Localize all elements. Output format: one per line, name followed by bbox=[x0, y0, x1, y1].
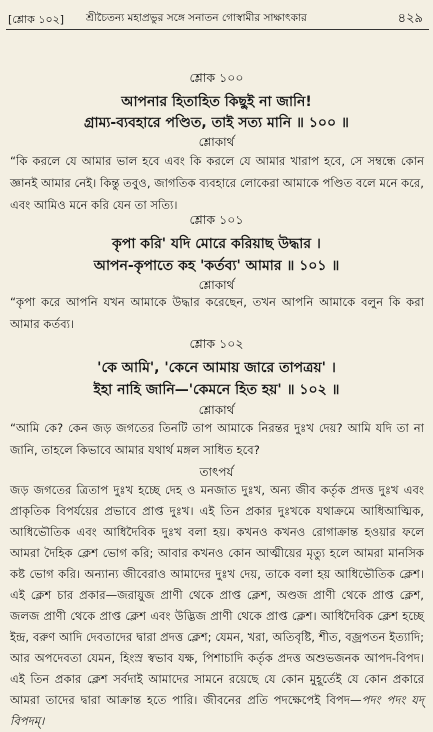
verse-101-translation-label: শ্লোকার্থ bbox=[198, 278, 235, 292]
verse-100-translation-label: শ্লোকার্থ bbox=[198, 135, 235, 149]
verse-100-translation: “কি করলে যে আমার ভাল হবে এবং কি করলে যে আমার খারাপ হবে, সে সম্বন্ধে কোন জ্ঞানই আমার নেই। কিন্তু তবুও, জাগতিক ব্যবহারে লোকেরা আমাকে পণ্ডিত বলে মনে করে, এবং আমিও মনে করি যেন তা সত্যি। bbox=[10, 154, 424, 212]
verse-reference: [শ্লোক ১০২] bbox=[8, 13, 65, 26]
purport-heading: তাৎপর্য bbox=[199, 465, 234, 479]
verse-100-line-1: আপনার হিতাহিত কিছুই না জানি! bbox=[121, 94, 312, 110]
purport-quote: পদং পদং যদ্ বিপদম্। bbox=[10, 693, 424, 728]
verse-100-line-2: গ্রাম্য-ব্যবহারে পণ্ডিত, তাই সত্য মানি ॥ ১০০ ॥ bbox=[84, 115, 349, 131]
purport-text bbox=[10, 480, 424, 732]
page-number: ৪২৯ bbox=[397, 11, 423, 26]
verse-102-line-1: 'কে আমি', 'কেনে আমায় জারে তাপত্রয়' । bbox=[97, 360, 336, 376]
verse-102-heading: শ্লোক ১০২ bbox=[189, 336, 244, 351]
verse-102-line-2: ইহা নাহি জানি—'কেমনে হিত হয়' ॥ ১০২ ॥ bbox=[93, 382, 340, 398]
verse-100-heading: শ্লোক ১০০ bbox=[189, 70, 244, 85]
verse-101-line-1: কৃপা করি' যদি মোরে করিয়াছ উদ্ধার । bbox=[112, 236, 321, 252]
page-header bbox=[0, 6, 433, 28]
header-divider bbox=[6, 29, 429, 30]
verse-102-translation-label: শ্লোকার্থ bbox=[198, 403, 235, 417]
purport-body: জড় জগতের ত্রিতাপ দুঃখ হচ্ছে দেহ ও মনজাত দুঃখ, অন্য জীব কর্তৃক প্রদত্ত দুঃখ এবং প্রাকৃতিক বিপর্যয়ের প্রভাবে প্রাপ্ত দুঃখ। এই তিন প্রকার দুঃখকে যথাক্রমে আধিআত্মিক, আধিভৌতিক এবং আধিদৈবিক দুঃখ বলা হয়। কখনও কখনও রোগাক্রান্ত হওয়ার ফলে আমরা দৈহিক ক্লেশ ভোগ করি; আবার কখনও কোন আত্মীয়ের মৃত্যু হলে আমরা মানসিক কষ্ট ভোগ করি। অন্যান্য জীবেরাও আমাদের দুঃখ দেয়, তাকে বলা হয় আধিভৌতিক ক্লেশ। এই ক্লেশ চার প্রকার—জরায়ুজ প্রাণী থেকে প্রাপ্ত ক্লেশ, অণ্ডজ প্রাণী থেকে প্রাপ্ত ক্লেশ, জলজ প্রাণী থেকে প্রাপ্ত ক্লেশ এবং উদ্ভিজ প্রাণী থেকে প্রাপ্ত ক্লেশ। আধিদৈবিক ক্লেশ হচ্ছে ইন্দ্র, বরুণ আদি দেবতাদের দ্বারা প্রদত্ত ক্লেশ; যেমন, খরা, অতিবৃষ্টি, শীত, বজ্রপতন ইত্যাদি; আর অপদেবতা যেমন, হিংস্র স্বভাব যক্ষ, পিশাচাদি কর্তৃক প্রদত্ত অশুভজনক আপদ-বিপদ। এই তিন প্রকার ক্লেশ সর্বদাই আমাদের সামনে রয়েছে যে কোন মুহূর্তেই যে কোন প্রকারে আমরা তাদের দ্বারা আক্রান্ত হতে পারি। জীবনের প্রতি পদক্ষেপেই বিপদ— bbox=[10, 483, 424, 707]
verse-101-line-2: আপন-কৃপাতে কহ 'কর্তব্য' আমার ॥ ১০১ ॥ bbox=[93, 258, 340, 274]
verse-101-heading: শ্লোক ১০১ bbox=[189, 212, 244, 227]
chapter-title: শ্রীচৈতন্য মহাপ্রভুর সঙ্গে সনাতন গোস্বামীর সাক্ষাৎকার bbox=[86, 12, 307, 24]
verse-101-translation: “কৃপা করে আপনি যখন আমাকে উদ্ধার করেছেন, তখন আপনি আমাকে বলুন কি করা আমার কর্তব্য। bbox=[10, 295, 424, 331]
verse-102-translation: “আমি কে? কেন জড় জগতের তিনটি তাপ আমাকে নিরন্তর দুঃখ দেয়? আমি যদি তা না জানি, তাহলে কিভাবে আমার যথার্থ মঙ্গল সাধিত হবে? bbox=[10, 421, 424, 457]
